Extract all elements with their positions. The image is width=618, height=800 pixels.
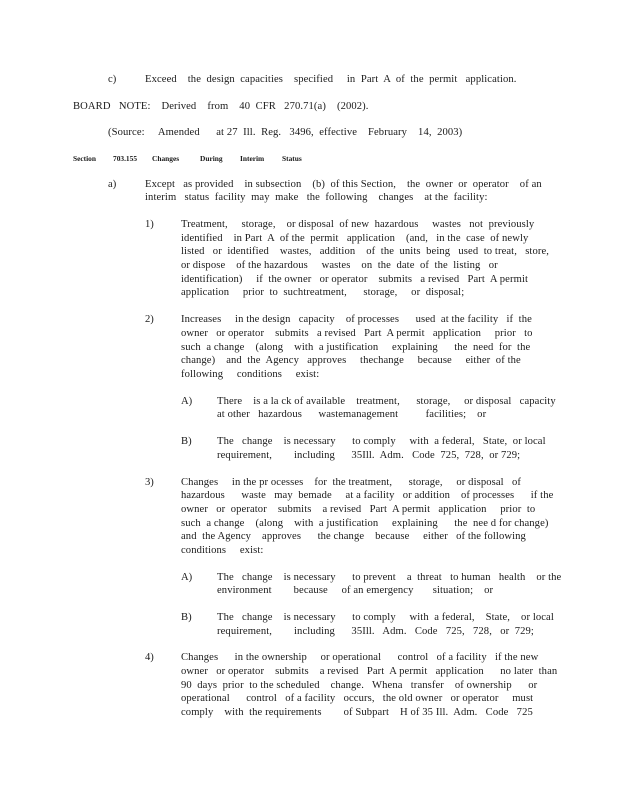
item-2a-label: A) xyxy=(181,396,193,407)
item-c-label: c) xyxy=(108,74,117,85)
item-4-label: 4) xyxy=(145,652,154,663)
item-4-line: Changes in the ownership or operational control of a facility if the new xyxy=(181,652,539,663)
section-title-changes: Changes xyxy=(152,154,180,163)
item-3-line: and the Agency approves the change because either of the following xyxy=(181,531,526,542)
section-title-status: Status xyxy=(282,154,302,163)
item-2-line: following conditions exist: xyxy=(181,369,320,380)
item-4-line: owner or operator submits a revised Part A permit application no later than xyxy=(181,666,558,677)
item-3a-line: environment because of an emergency situation; or xyxy=(217,585,494,596)
item-3-line: Changes in the pr ocesses for the treatment, storage, or disposal of xyxy=(181,477,521,488)
item-2-line: Increases in the design capacity of processes used at the facility if the xyxy=(181,314,532,325)
item-3b-line: The change is necessary to comply with a federal, State, or local xyxy=(217,612,554,623)
item-3-line: conditions exist: xyxy=(181,545,264,556)
item-a-line: Except as provided in subsection (b) of this Section, the owner or operator of an xyxy=(145,179,542,190)
item-2b-line: requirement, including 35Ill. Adm. Code 725, 728, or 729; xyxy=(217,450,521,461)
item-1-line: identification) if the owner or operator submits a revised Part A permit xyxy=(181,274,529,285)
item-1-line: listed or identified wastes, addition of the units being used to treat, store, xyxy=(181,246,550,257)
item-3-line: such a change (along with a justification explaining the nee d for change) xyxy=(181,518,549,529)
item-1-line: identified in Part A of the permit application (and, in the case of newly xyxy=(181,233,529,244)
item-1-line: Treatment, storage, or disposal of new hazardous wastes not previously xyxy=(181,219,535,230)
board-note: BOARD NOTE: Derived from 40 CFR 270.71(a) (2002). xyxy=(73,101,369,112)
item-a-line: interim status facility may make the following changes at the facility: xyxy=(145,192,488,203)
item-1-line: application prior to suchtreatment, storage, or disposal; xyxy=(181,287,465,298)
section-number: 703.155 xyxy=(113,154,138,163)
item-2-line: such a change (along with a justification explaining the need for the xyxy=(181,342,531,353)
item-4-line: 90 days prior to the scheduled change. Whena transfer of ownership or xyxy=(181,680,538,691)
item-2b-line: The change is necessary to comply with a federal, State, or local xyxy=(217,436,546,447)
item-2-line: owner or operator submits a revised Part A permit application prior to xyxy=(181,328,533,339)
item-1-label: 1) xyxy=(145,219,154,230)
item-4-line: operational control of a facility occurs, the old owner or operator must xyxy=(181,693,534,704)
section-word: Section xyxy=(73,154,96,163)
item-3b-line: requirement, including 35Ill. Adm. Code 725, 728, or 729; xyxy=(217,626,534,637)
section-title-interim: Interim xyxy=(240,154,265,163)
item-3-label: 3) xyxy=(145,477,154,488)
source-note: (Source: Amended at 27 Ill. Reg. 3496, effective February 14, 2003) xyxy=(108,127,463,138)
item-3b-label: B) xyxy=(181,612,192,623)
item-a-label: a) xyxy=(108,179,117,190)
item-2b-label: B) xyxy=(181,436,192,447)
item-3-line: hazardous waste may bemade at a facility or addition of processes if the xyxy=(181,490,554,501)
item-2-line: change) and the Agency approves thechange because either of the xyxy=(181,355,521,366)
item-4-line: comply with the requirements of Subpart H of 35 Ill. Adm. Code 725 xyxy=(181,707,533,718)
item-c-text: Exceed the design capacities specified in Part A of the permit application. xyxy=(145,74,517,85)
item-3-line: owner or operator submits a revised Part A permit application prior to xyxy=(181,504,536,515)
item-1-line: or dispose of the hazardous wastes on the date of the listing or xyxy=(181,260,498,271)
section-title-during: During xyxy=(200,154,223,163)
item-3a-line: The change is necessary to prevent a threat to human health or the xyxy=(217,572,562,583)
item-2a-line: There is a la ck of available treatment, storage, or disposal capacity xyxy=(217,396,556,407)
item-2-label: 2) xyxy=(145,314,154,325)
item-2a-line: at other hazardous wastemanagement facilities; or xyxy=(217,409,487,420)
item-3a-label: A) xyxy=(181,572,193,583)
